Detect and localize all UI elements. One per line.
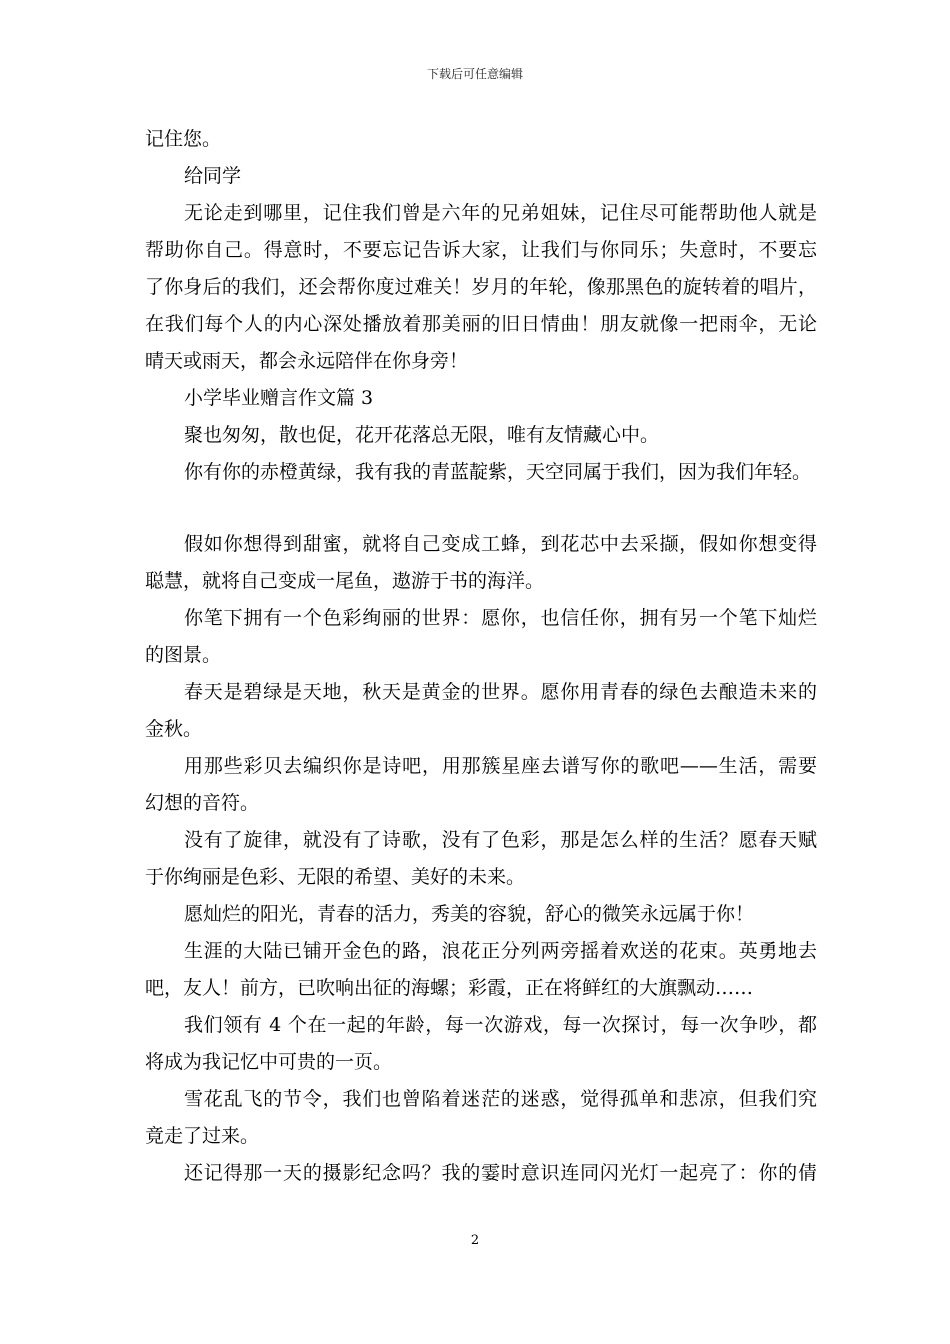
text-line: 的图景。 <box>145 644 222 666</box>
text-line: 了你身后的我们，还会帮你度过难关！岁月的年轮，像那黑色的旋转着的唱片， <box>145 276 817 298</box>
text-line: 幻想的音符。 <box>145 792 260 814</box>
text-line: 吧，友人！前方，已吹响出征的海螺；彩霞，正在将鲜红的大旗飘动…… <box>145 977 754 999</box>
text-line: 雪花乱飞的节令，我们也曾陷着迷茫的迷惑，觉得孤单和悲凉，但我们究 <box>184 1088 817 1110</box>
text-line: 记住您。 <box>145 128 222 150</box>
text-line: 我们领有 4 个在一起的年龄，每一次游戏，每一次探讨，每一次争吵，都 <box>184 1014 817 1036</box>
text-line: 于你绚丽是色彩、无限的希望、美好的未来。 <box>145 866 526 888</box>
text-line: 愿灿烂的阳光，青春的活力，秀美的容貌，舒心的微笑永远属于你！ <box>184 903 755 925</box>
text-line: 生涯的大陆已铺开金色的路，浪花正分列两旁摇着欢送的花束。英勇地去 <box>184 940 817 962</box>
text-line: 无论走到哪里，记住我们曾是六年的兄弟姐妹，记住尽可能帮助他人就是 <box>184 202 817 224</box>
text-line: 帮助你自己。得意时，不要忘记告诉大家，让我们与你同乐；失意时，不要忘 <box>145 239 817 261</box>
text-line: 将成为我记忆中可贵的一页。 <box>145 1051 393 1073</box>
text-line: 小学毕业赠言作文篇 3 <box>184 387 374 409</box>
document-body <box>145 121 817 1192</box>
blank-line <box>145 491 817 526</box>
text-line: 竟走了过来。 <box>145 1125 260 1147</box>
text-line: 还记得那一天的摄影纪念吗？我的霎时意识连同闪光灯一起亮了：你的倩 <box>184 1162 817 1184</box>
text-line: 聚也匆匆，散也促，花开花落总无限，唯有友情藏心中。 <box>184 424 660 446</box>
text-line: 聪慧，就将自己变成一尾鱼，遨游于书的海洋。 <box>145 570 545 592</box>
text-line: 给同学 <box>184 165 242 187</box>
text-line: 晴天或雨天，都会永远陪伴在你身旁！ <box>145 350 469 372</box>
text-line: 用那些彩贝去编织你是诗吧，用那簇星座去谱写你的歌吧——生活，需要 <box>184 755 817 777</box>
text-line: 假如你想得到甜蜜，就将自己变成工蜂，到花芯中去采撷，假如你想变得 <box>184 533 817 555</box>
text-line: 在我们每个人的内心深处播放着那美丽的旧日情曲！朋友就像一把雨伞，无论 <box>145 313 817 335</box>
text-line: 你有你的赤橙黄绿，我有我的青蓝靛紫，天空同属于我们，因为我们年轻。 <box>184 461 812 483</box>
page-number: 2 <box>470 1233 480 1248</box>
text-line: 你笔下拥有一个色彩绚丽的世界：愿你，也信任你，拥有另一个笔下灿烂 <box>184 607 817 629</box>
page-header: 下载后可任意编辑 <box>426 67 523 81</box>
text-line: 金秋。 <box>145 718 203 740</box>
text-line: 春天是碧绿是天地，秋天是黄金的世界。愿你用青春的绿色去酿造未来的 <box>184 681 817 703</box>
text-line: 没有了旋律，就没有了诗歌，没有了色彩，那是怎么样的生活？愿春天赋 <box>184 829 817 851</box>
